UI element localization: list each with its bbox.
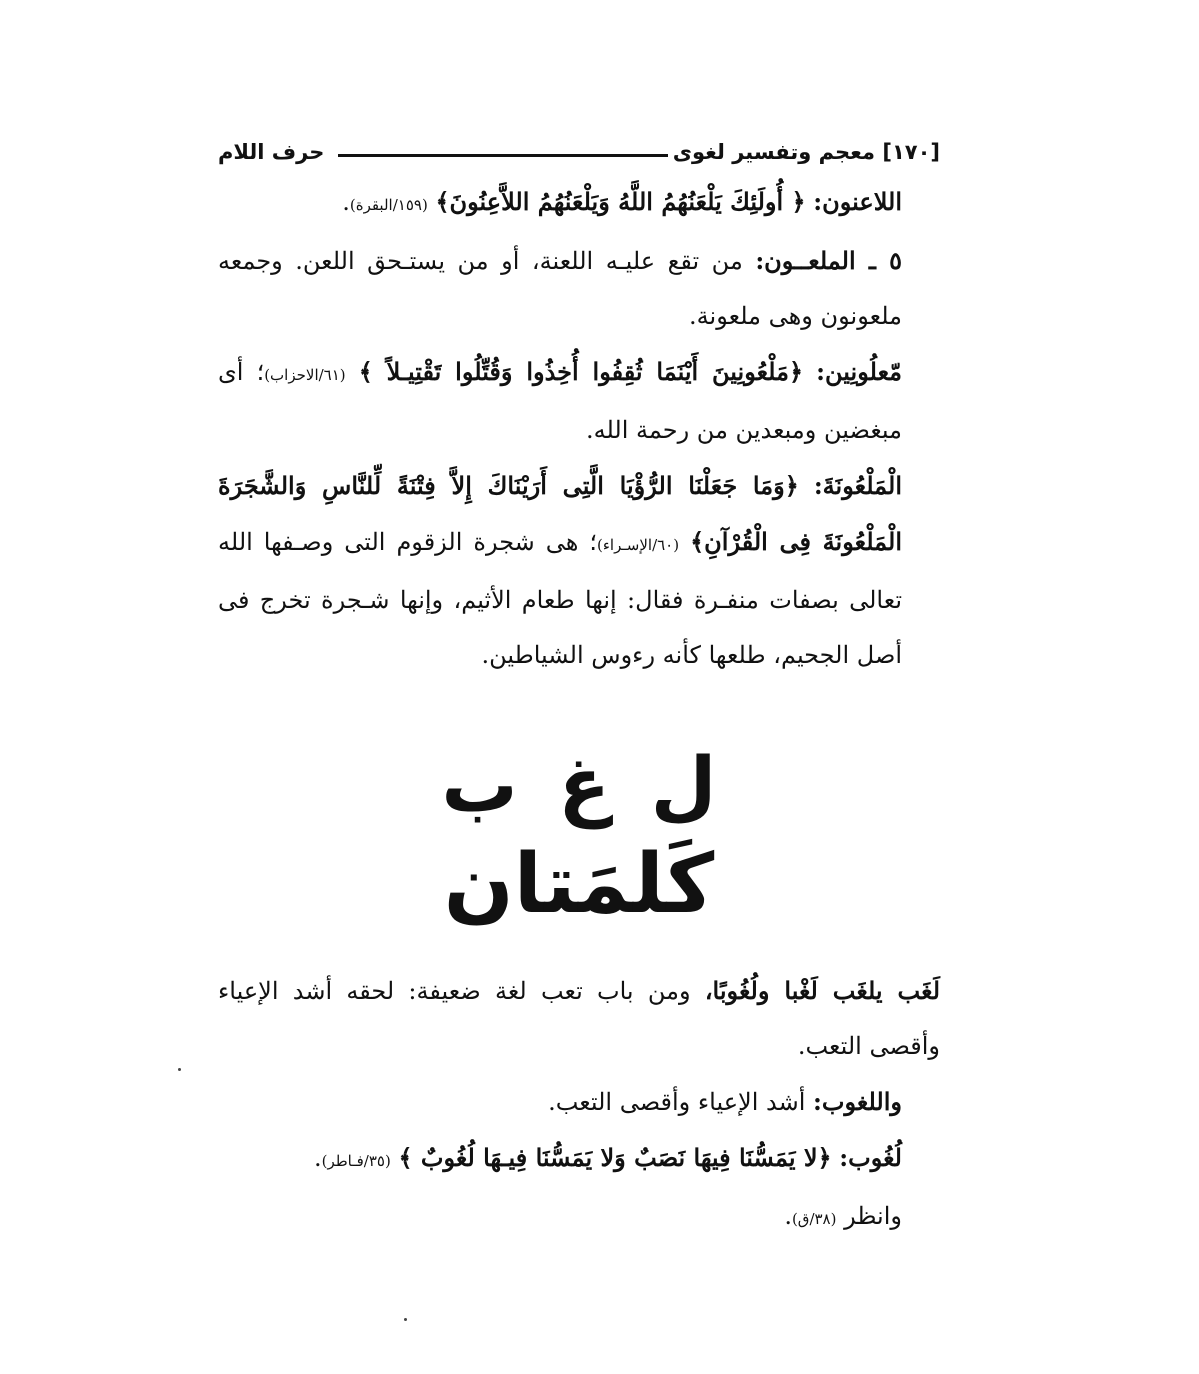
entry-allughoob [218, 1074, 940, 1130]
scan-speck [404, 1318, 407, 1321]
entry-malaoona [218, 458, 940, 683]
entry-laghab [218, 963, 940, 1074]
entry-tail: ؛ أى مبغضين ومبعدين من رحمة الله. [218, 358, 902, 444]
entry-tail: . [313, 1144, 322, 1172]
entry-malooneen [218, 344, 940, 458]
quran-quote: ﴿وَمَا جَعَلْنَا الرُّؤْيَا الَّتِى أَرَيْنَاكَ إِلاَّ فِتْنَةً لِّلنَّاسِ وَالشَّجَرَةَ الْمَلْعُونَةَ فِى الْقُرْآنِ﴾ [218, 471, 903, 556]
entry-tail: . [342, 188, 350, 216]
root-heading [218, 737, 940, 937]
entry-tail: . [784, 1202, 792, 1230]
entry-malaoon [218, 233, 940, 344]
entry-head: لُغُوب: [839, 1143, 902, 1172]
header-section: حرف اللام [218, 140, 325, 164]
header-rule [338, 154, 668, 157]
entry-tail: ؛ هى شجرة الزقوم التى وصـفها الله تعالى بصفات منفـرة فقال: إنها طعام الأثيم، وإنها شـجرة تخرج فى أصل الجحيم، طلعها كأنه رءوس الشياطين. [218, 528, 902, 669]
entry-head: مّعلُونِين: [816, 357, 902, 386]
entry-see-also [218, 1189, 940, 1247]
root-letters: ل غ ب [441, 740, 717, 829]
entry-head: واللغوب: [813, 1087, 902, 1116]
entry-text: من تقع عليـه اللعنة، أو من يستـحق اللعن. وجمعه ملعونون وهى ملعونة. [218, 247, 902, 330]
page [218, 130, 940, 1247]
verse-reference: (١٥٩/البقرة) [349, 196, 428, 214]
entry-text: أشد الإعياء وأقصى التعب. [548, 1088, 806, 1116]
entry-lughoob [218, 1130, 940, 1189]
entry-head: لَغَب يلغَب لَغْبا ولُغُوبًا، [704, 976, 941, 1005]
header-title: [١٧٠] معجم وتفسير لغوى [672, 140, 940, 164]
entry-head: اللاعنون: [813, 187, 902, 216]
quran-quote: ﴿ أُولَئِكَ يَلْعَنُهُمُ اللَّهُ وَيَلْعَنُهُمُ اللاَّعِنُونَ﴾ [435, 187, 806, 216]
verse-reference: (٣٨/ق) [791, 1210, 837, 1228]
verse-reference: (٦١/الاحزاب) [264, 366, 346, 384]
entry-head: الْمَلْعُونَةَ: [813, 471, 902, 500]
scan-speck [178, 1068, 181, 1071]
entry-laenoon [218, 174, 940, 233]
entry-text: ومن باب تعب لغة ضعيفة: لحقه أشد الإعياء وأقصى التعب. [218, 977, 940, 1060]
page-header [218, 130, 940, 174]
verse-reference: (٣٥/فـاطر) [321, 1152, 391, 1170]
root-word-count: كَلمَتان [443, 837, 715, 932]
quran-quote: ﴿لا يَمَسُّنَا فِيهَا نَصَبٌ وَلا يَمَسُّنَا فِيـهَا لُغُوبٌ ﴾ [398, 1143, 832, 1172]
entry-head: ٥ ـ الملعــون: [755, 246, 902, 275]
verse-reference: (٦٠/الإسـراء) [597, 536, 680, 554]
entry-text: وانظر [844, 1202, 902, 1230]
quran-quote: ﴿مَلْعُونِينَ أَيْنَمَا ثُقِفُوا أُخِذُوا وَقُتِّلُوا تَقْتِيـلاً ﴾ [358, 357, 804, 386]
